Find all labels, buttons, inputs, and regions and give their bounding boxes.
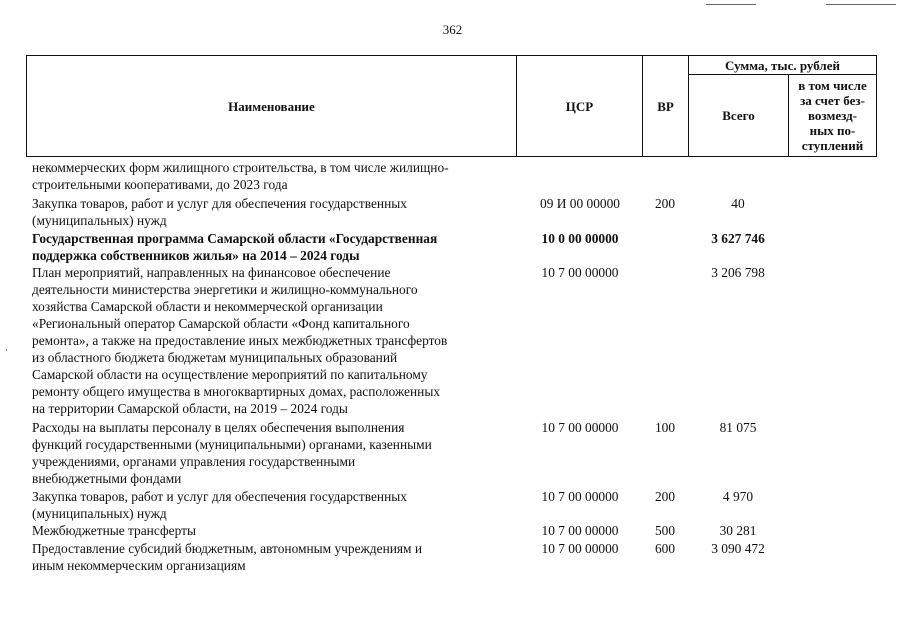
row-total: 30 281 xyxy=(719,523,757,538)
header-csr: ЦСР xyxy=(517,56,643,157)
row-name-line: (муниципальных) нужд xyxy=(32,213,167,228)
row-total: 3 206 798 xyxy=(711,265,765,280)
row-name-line: «Региональный оператор Самарской области «Фонд капитального xyxy=(32,316,410,331)
scan-artifact-line xyxy=(826,4,896,5)
row-name xyxy=(32,159,510,193)
row-name-line: План мероприятий, направленных на финансовое обеспечение xyxy=(32,265,391,280)
row-csr: 10 7 00 00000 xyxy=(541,265,619,280)
row-vr: 500 xyxy=(654,523,676,538)
row-name xyxy=(32,264,510,417)
row-vr: 600 xyxy=(654,541,676,556)
row-name-line: Государственная программа Самарской области «Государственная xyxy=(32,231,438,246)
row-name xyxy=(32,522,510,539)
row-name-line: деятельности министерства энергетики и жилищно-коммунального xyxy=(32,282,418,297)
row-name-line: ремонта», а также на предоставление иных межбюджетных трансфертов xyxy=(32,333,448,348)
row-name-line: Закупка товаров, работ и услуг для обеспечения государственных xyxy=(32,196,407,211)
row-vr: 100 xyxy=(654,420,676,435)
row-name-line: Закупка товаров, работ и услуг для обеспечения государственных xyxy=(32,489,407,504)
row-name-line: некоммерческих форм жилищного строительства, в том числе жилищно- xyxy=(32,160,449,175)
scan-artifact-dot xyxy=(6,349,7,351)
row-name-line: (муниципальных) нужд xyxy=(32,506,167,521)
header-incl-line: ных по- xyxy=(809,123,856,138)
row-csr: 10 7 00 00000 xyxy=(541,541,619,556)
page-number: 362 xyxy=(442,22,463,37)
row-total: 40 xyxy=(731,196,745,211)
row-total: 4 970 xyxy=(722,489,754,504)
row-csr: 09 И 00 00000 xyxy=(540,196,620,211)
row-name-line: хозяйства Самарской области и некоммерческой организации xyxy=(32,299,383,314)
row-vr: 200 xyxy=(654,196,676,211)
row-name-line: поддержка собственников жилья» на 2014 – 2024 годы xyxy=(32,248,360,263)
row-name-line: из областного бюджета бюджетам муниципальных образований xyxy=(32,350,398,365)
header-name: Наименование xyxy=(27,56,517,157)
row-csr: 10 7 00 00000 xyxy=(541,420,619,435)
row-name-line: функций государственными (муниципальными) органами, казенными xyxy=(32,437,432,452)
row-name-line: учреждениями, органами управления государственными xyxy=(32,454,356,469)
header-incl-line: за счет без- xyxy=(800,93,865,108)
row-vr: 200 xyxy=(654,489,676,504)
row-csr: 10 7 00 00000 xyxy=(541,489,619,504)
header-incl-line: ступлений xyxy=(801,138,864,153)
row-name-line: строительными кооперативами, до 2023 года xyxy=(32,177,288,192)
row-total: 81 075 xyxy=(719,420,757,435)
header-incl-line: возмезд- xyxy=(808,108,857,123)
header-incl-free xyxy=(789,75,877,157)
row-name-line: Расходы на выплаты персоналу в целях обеспечения выполнения xyxy=(32,420,405,435)
row-name xyxy=(32,419,510,487)
row-csr: 10 7 00 00000 xyxy=(541,523,619,538)
row-name-line: Межбюджетные трансферты xyxy=(32,523,196,538)
row-name-line: иным некоммерческим организациям xyxy=(32,558,246,573)
table-header xyxy=(26,55,877,157)
scan-artifact-line xyxy=(706,4,756,5)
row-name-line: ремонту общего имущества в многоквартирных домах, расположенных xyxy=(32,384,441,399)
row-total: 3 090 472 xyxy=(711,541,765,556)
row-name-line: внебюджетными фондами xyxy=(32,471,182,486)
row-name xyxy=(32,195,510,229)
row-name-line: на территории Самарской области, на 2019 – 2024 годы xyxy=(32,401,348,416)
row-name xyxy=(32,230,510,264)
row-name xyxy=(32,540,510,574)
header-incl-line: в том числе xyxy=(798,78,867,93)
row-total: 3 627 746 xyxy=(711,231,765,246)
row-name-line: Предоставление субсидий бюджетным, автономным учреждениям и xyxy=(32,541,423,556)
row-name-line: Самарской области на осуществление мероприятий по капитальному xyxy=(32,367,428,382)
header-vr: ВР xyxy=(643,56,689,157)
header-sum-group: Сумма, тыс. рублей xyxy=(689,56,877,75)
header-total: Всего xyxy=(689,75,789,157)
row-csr: 10 0 00 00000 xyxy=(541,231,619,246)
row-name xyxy=(32,488,510,522)
